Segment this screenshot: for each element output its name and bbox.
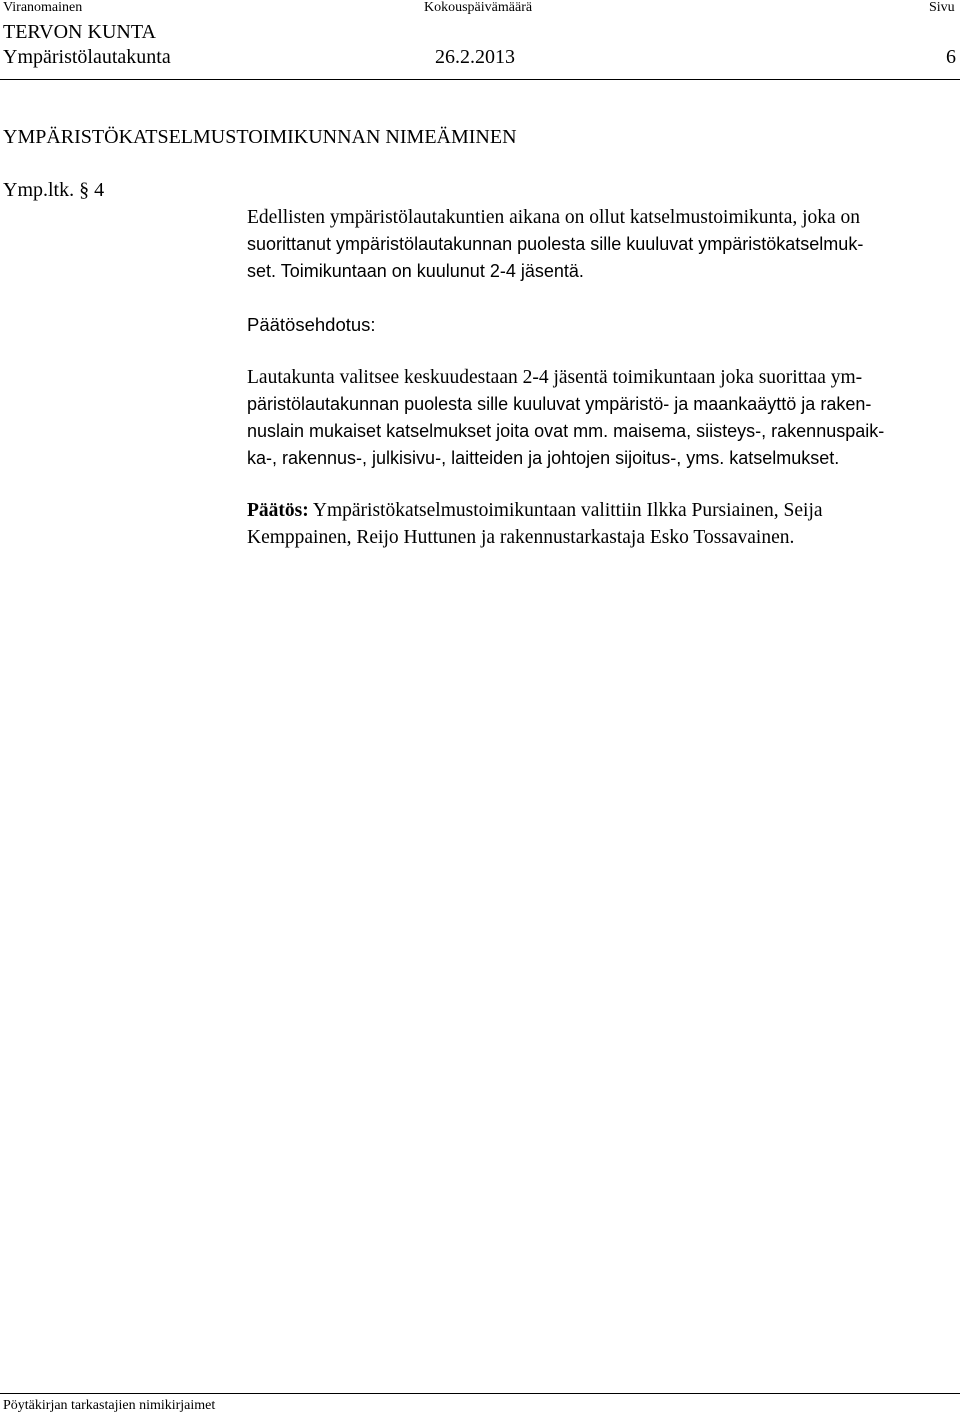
decision-label: Päätös: (247, 500, 309, 521)
header-authority-label: Viranomainen (3, 0, 83, 15)
section-number: 4 (94, 179, 105, 201)
intro-line: set. Toimikuntaan on kuulunut 2-4 jäsentä. (247, 261, 584, 281)
proposal-paragraph (247, 364, 955, 472)
header-divider (0, 79, 960, 80)
proposal-line: päristölautakunnan puolesta sille kuuluvat ympäristö- ja maankaäyttö ja raken- (247, 394, 872, 414)
header-page-number: 6 (946, 46, 956, 68)
header-page-label: Sivu (929, 0, 955, 15)
intro-line: Edellisten ympäristölautakuntien aikana on ollut katselmustoimikunta, joka on (247, 207, 861, 228)
decision-line: Kemppainen, Reijo Huttunen ja rakennustarkastaja Esko Tossavainen. (247, 527, 795, 548)
header-board: Ympäristölautakunta (3, 46, 171, 68)
proposal-line: Lautakunta valitsee keskuudestaan 2-4 jäsentä toimikuntaan joka suorittaa ym- (247, 367, 863, 388)
footer-divider (0, 1393, 960, 1394)
decision-text: Ympäristökatselmustoimikuntaan valittiin Ilkka Pursiainen, Seija (312, 500, 823, 521)
decision-paragraph (247, 497, 955, 551)
header-date: 26.2.2013 (435, 46, 515, 68)
header-date-label: Kokouspäivämäärä (424, 0, 533, 15)
proposal-line: ka-, rakennus-, julkisivu-, laitteiden ja johtojen sijoitus-, yms. katselmukset. (247, 448, 840, 468)
decision-line (247, 497, 955, 524)
section-ref-label: Ymp.ltk. (3, 179, 75, 201)
intro-paragraph (247, 204, 955, 285)
proposal-line: nuslain mukaiset katselmukset joita ovat mm. maisema, siisteys-, rakennuspaik- (247, 421, 885, 441)
footer-signatures-label: Pöytäkirjan tarkastajien nimikirjaimet (3, 1398, 216, 1413)
header-authority: TERVON KUNTA (3, 21, 156, 43)
proposal-heading: Päätösehdotus: (247, 314, 376, 335)
section-sign: § (79, 179, 90, 201)
intro-line: suorittanut ympäristölautakunnan puolesta sille kuuluvat ympäristökatselmuk- (247, 234, 864, 254)
section-reference (3, 178, 104, 202)
document-title: YMPÄRISTÖKATSELMUSTOIMIKUNNAN NIMEÄMINEN (3, 126, 517, 148)
